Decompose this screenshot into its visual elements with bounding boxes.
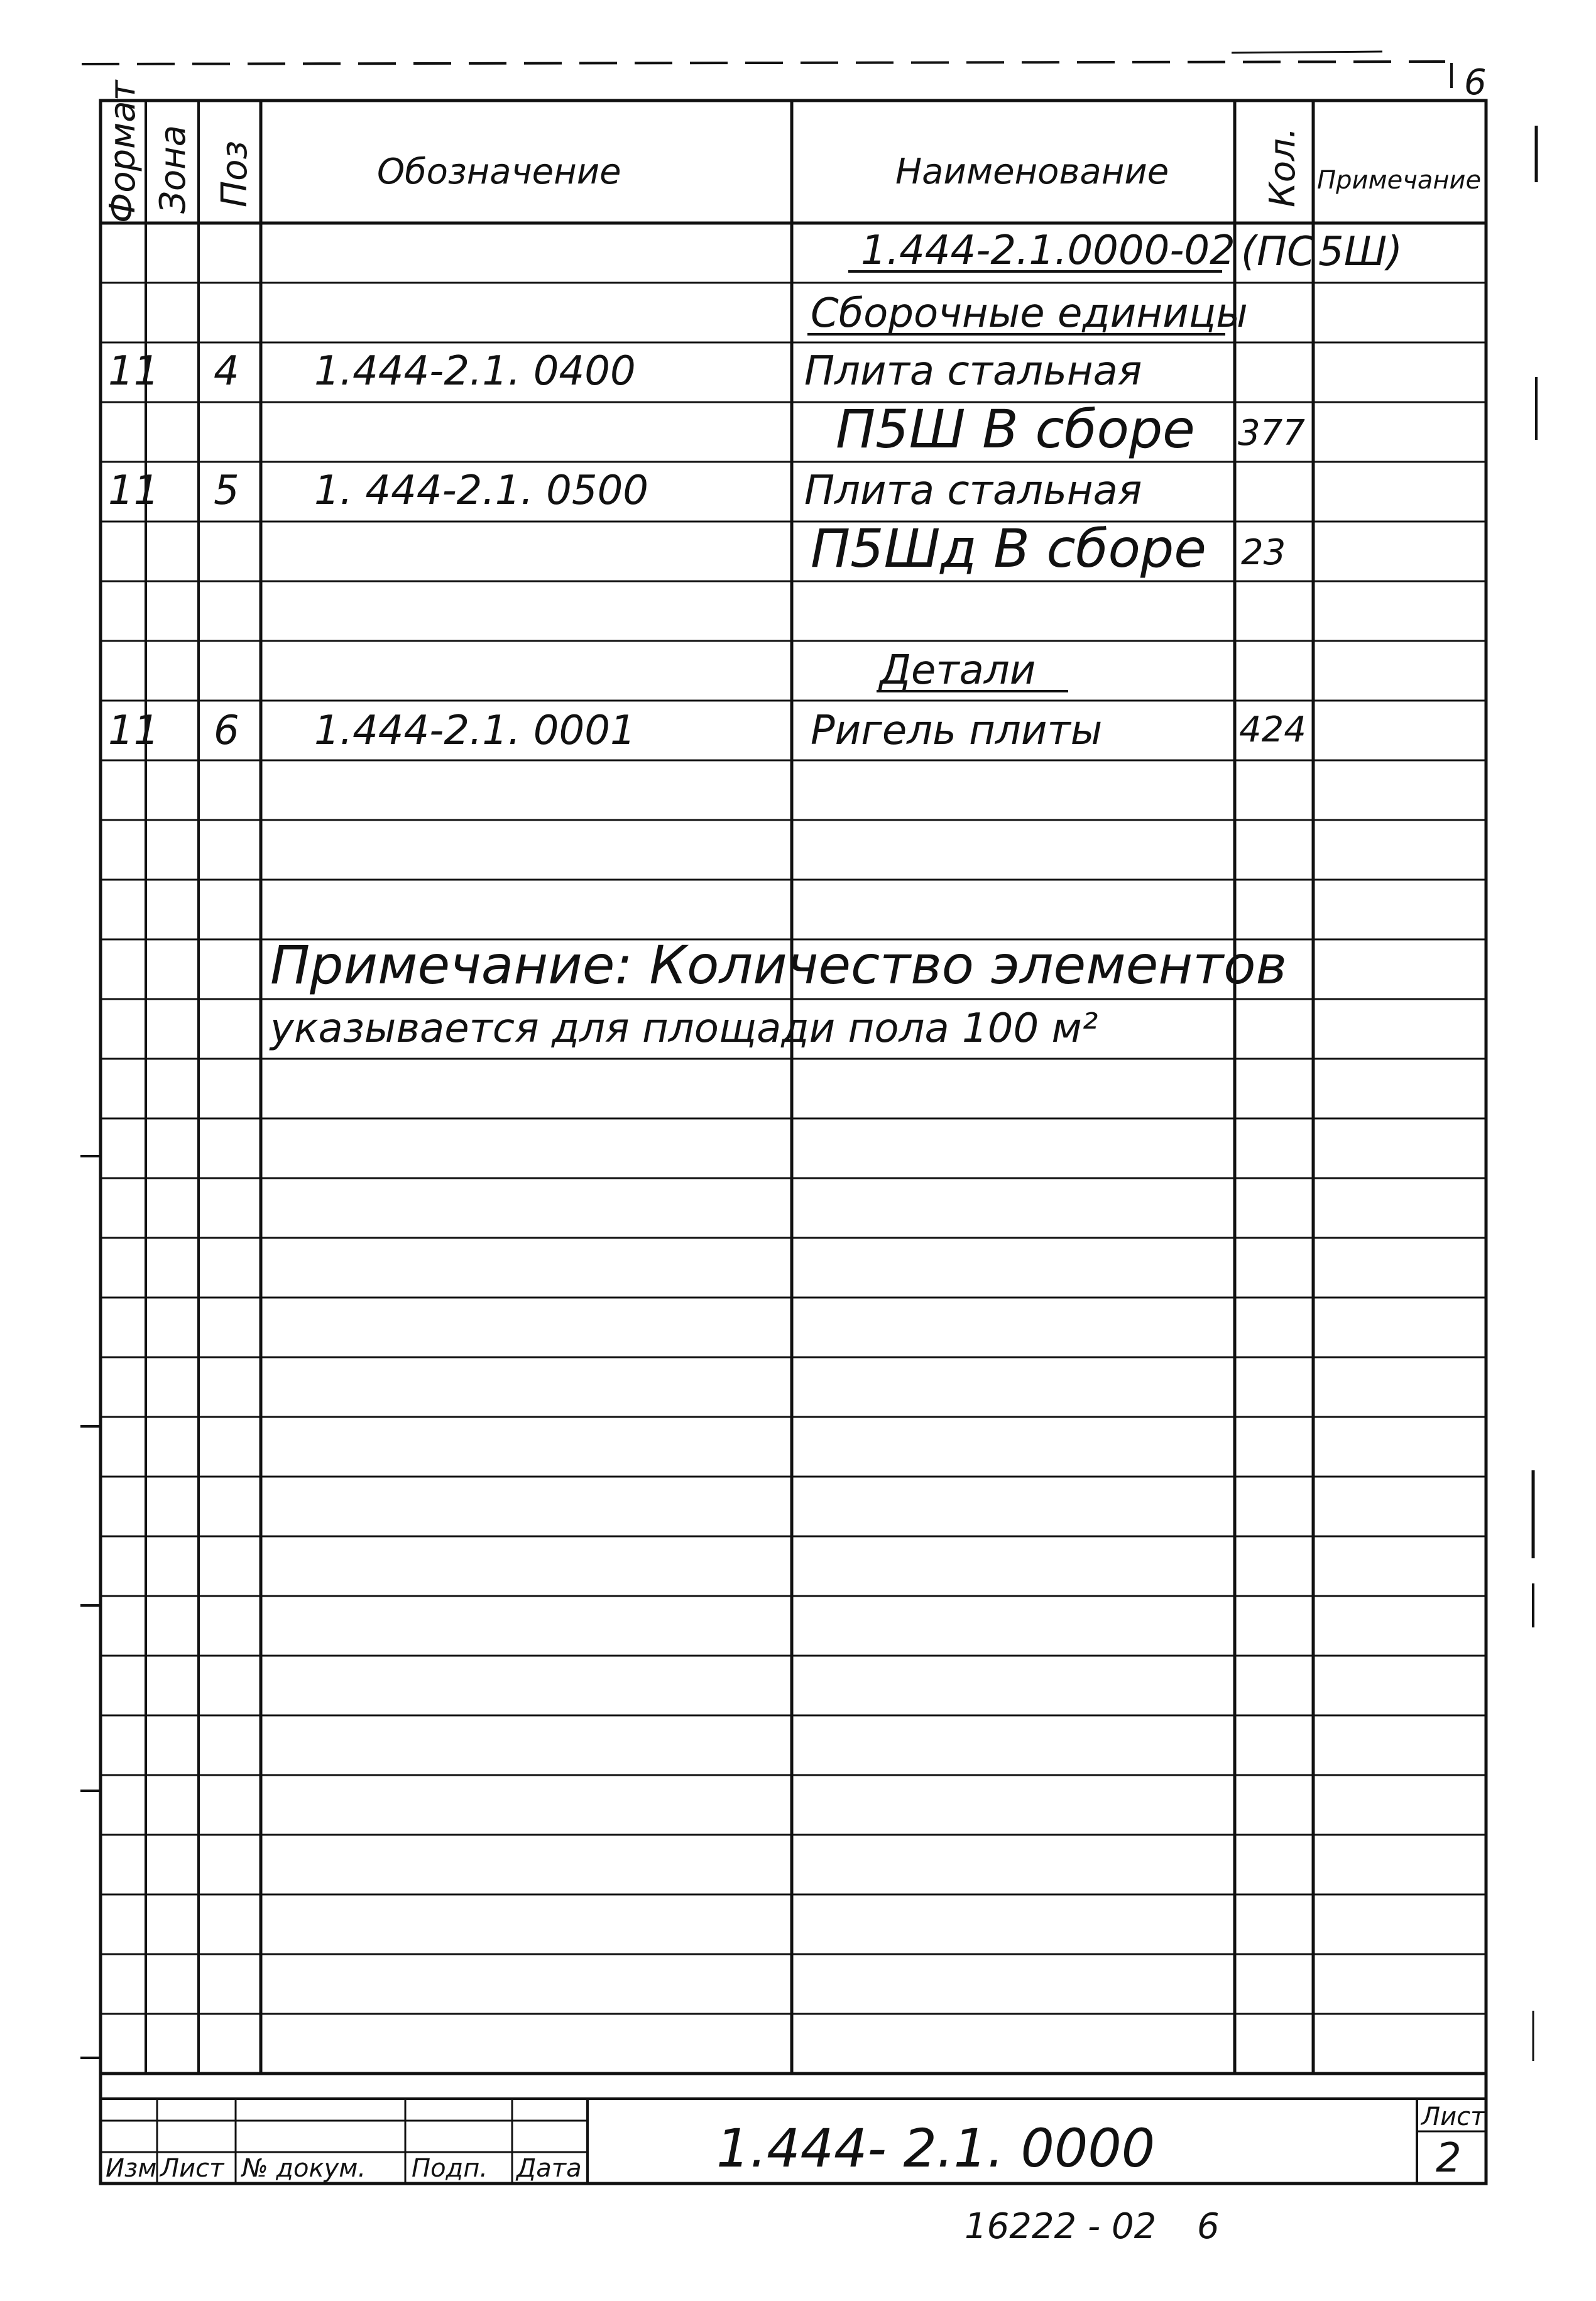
header-format: Формат [102, 80, 143, 223]
header-pos: Поз [214, 140, 255, 207]
note-line-2: указывается для площади пола 100 м² [270, 1005, 1098, 1052]
assembly-units-heading: Сборочные единицы [811, 290, 1248, 337]
r1-designation: 1.444-2.1. 0400 [314, 348, 636, 395]
stamp-doc-no: № докум. [242, 2154, 366, 2183]
r3-format: 11 [108, 708, 160, 754]
doc-code-note: 5Ш) [1318, 229, 1403, 275]
top-trim-mark [1232, 52, 1382, 53]
stamp-izm: Изм [106, 2154, 157, 2183]
title-designation: 1.444- 2.1. 0000 [716, 2118, 1156, 2179]
footer-page: 6 [1197, 2206, 1220, 2247]
r3-qty: 424 [1239, 709, 1306, 750]
r2-qty: 23 [1241, 532, 1286, 573]
r3-pos: 6 [214, 708, 239, 754]
header-zone: Зона [153, 124, 194, 214]
r1-pos: 4 [214, 348, 239, 395]
r1-name-line2: П5Ш В сборе [836, 398, 1195, 460]
stamp-list: Лист [160, 2154, 224, 2183]
header-name: Наименование [895, 151, 1169, 192]
r1-qty: 377 [1238, 413, 1305, 454]
header-qty: Кол. [1262, 127, 1303, 207]
header-designation: Обозначение [377, 151, 621, 192]
stamp-sign: Подп. [412, 2154, 488, 2183]
stamp-date: Дата [517, 2154, 582, 2183]
note-line-1: Примечание: Количество элементов [270, 934, 1287, 996]
r1-format: 11 [108, 348, 160, 395]
sheet-number: 2 [1436, 2135, 1462, 2182]
parts-heading: Детали [880, 647, 1036, 694]
r3-designation: 1.444-2.1. 0001 [314, 708, 636, 754]
r2-format: 11 [108, 467, 160, 514]
r2-pos: 5 [214, 467, 239, 514]
column-lines [146, 101, 1313, 2074]
page-number-top: 6 [1464, 62, 1487, 103]
r3-name: Ригель плиты [811, 708, 1103, 754]
r2-name-line1: Плита стальная [804, 467, 1142, 514]
doc-code-qty: (ПС [1241, 229, 1315, 275]
top-trim-line [82, 62, 1445, 64]
doc-code: 1.444-2.1.0000-02 [861, 227, 1235, 274]
r1-name-line1: Плита стальная [804, 348, 1142, 395]
r2-designation: 1. 444-2.1. 0500 [314, 467, 648, 514]
sheet-label: Лист [1421, 2102, 1485, 2131]
footer-code: 16222 - 02 [965, 2206, 1157, 2247]
header-note: Примечание [1317, 166, 1482, 195]
r2-name-line2: П5Шд В сборе [811, 518, 1206, 579]
